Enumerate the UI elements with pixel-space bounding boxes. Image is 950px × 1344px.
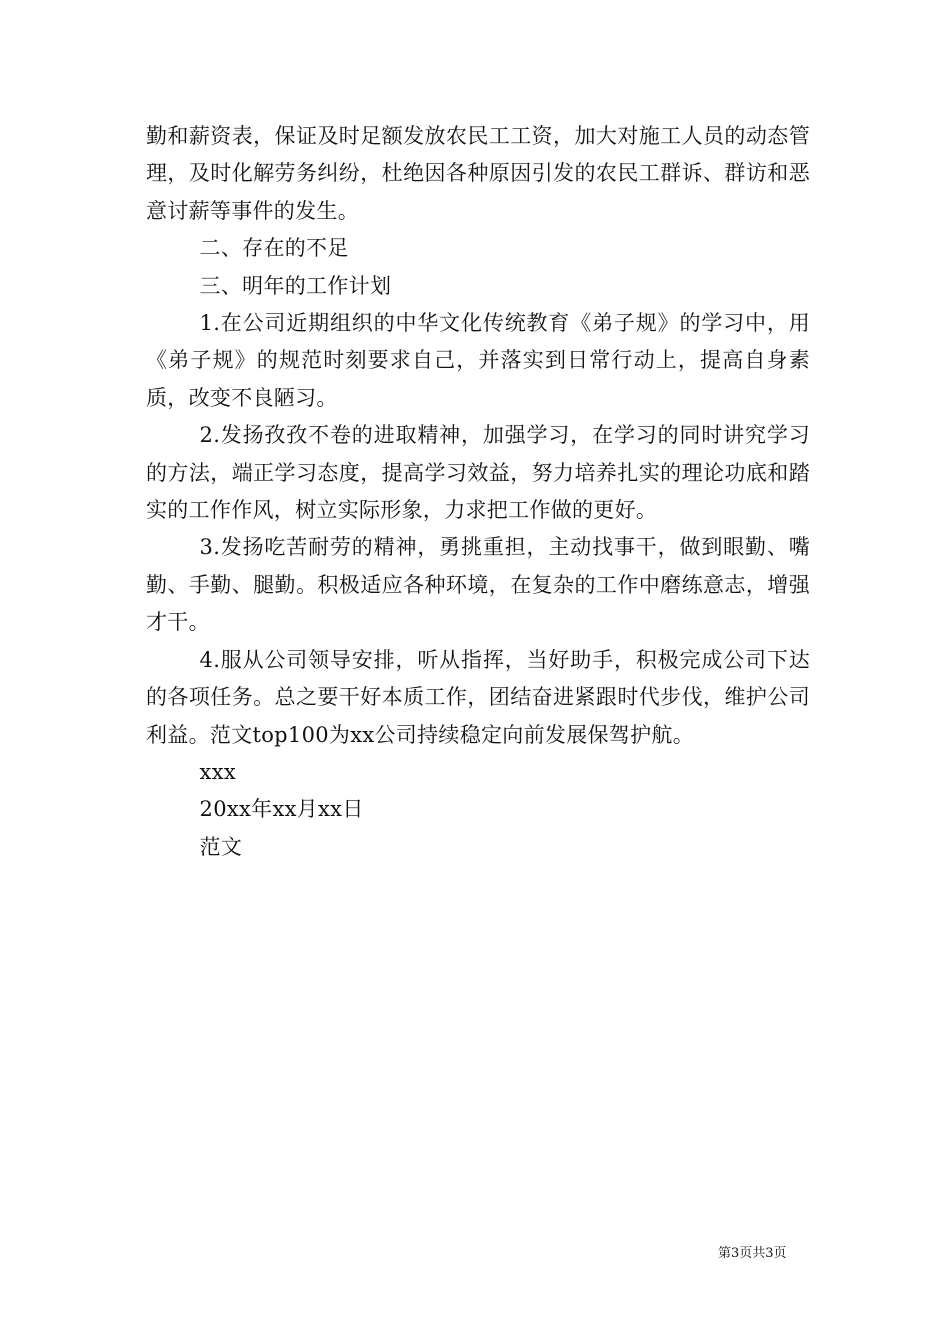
signature-name: xxx — [199, 759, 236, 784]
page-number-footer: 第3页共3页 — [718, 1246, 787, 1261]
closing-label: 范文 — [199, 834, 243, 859]
plan-item-4: 4.服从公司领导安排，听从指挥，当好助手，积极完成公司下达的各项任务。总之要干好本质工作，团结奋进紧跟时代步伐，维护公司利益。范文top100为xx公司持续稳定向前发展保驾护航。 — [146, 647, 810, 747]
plan-item-3: 3.发扬吃苦耐劳的精神，勇挑重担，主动找事干，做到眼勤、嘴勤、手勤、腿勤。积极适应各种环境，在复杂的工作中磨练意志，增强才干。 — [146, 535, 810, 635]
signature-date: 20xx年xx月xx日 — [199, 797, 364, 822]
plan-item-2: 2.发扬孜孜不卷的进取精神，加强学习，在学习的同时讲究学习的方法，端正学习态度，提高学习效益，努力培养扎实的理论功底和踏实的工作作风，树立实际形象，力求把工作做的更好。 — [146, 423, 810, 523]
paragraph-continued-wages: 勤和薪资表，保证及时足额发放农民工工资，加大对施工人员的动态管理，及时化解劳务纠纷，杜绝因各种原因引发的农民工群诉、群访和恶意讨薪等事件的发生。 — [146, 124, 810, 223]
document-body — [146, 118, 810, 866]
plan-item-1: 1.在公司近期组织的中华文化传统教育《弟子规》的学习中，用《弟子规》的规范时刻要求自己，并落实到日常行动上，提高自身素质，改变不良陋习。 — [146, 311, 810, 410]
section-heading-next-year-plan: 三、明年的工作计划 — [199, 273, 392, 298]
section-heading-shortcomings: 二、存在的不足 — [199, 236, 349, 261]
